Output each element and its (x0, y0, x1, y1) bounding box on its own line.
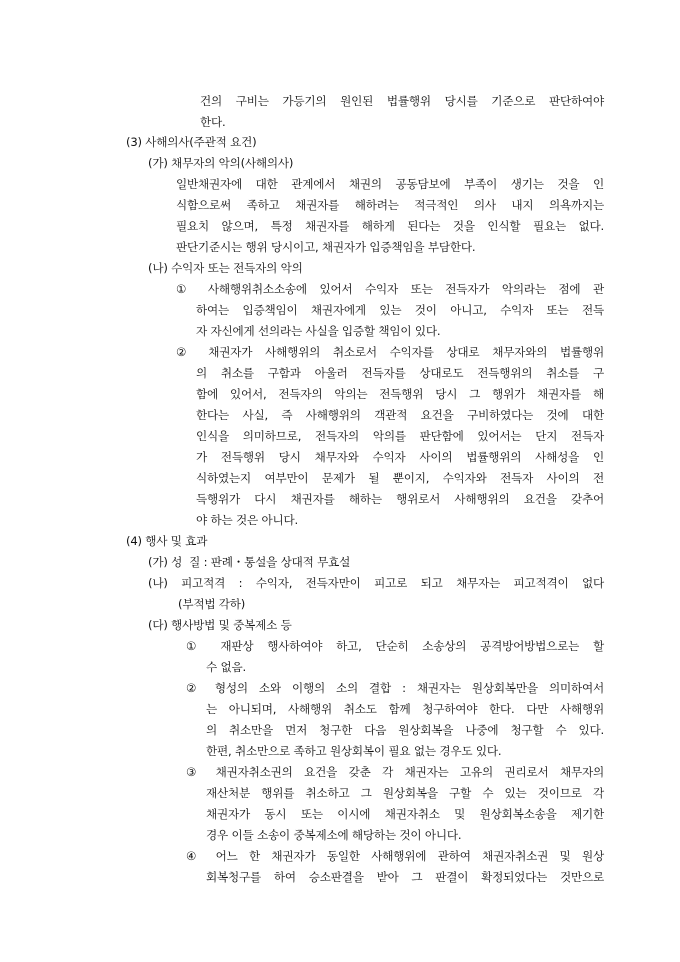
text-line: ② 형성의 소와 이행의 소의 결합 : 채권자는 원상회복만을 의미하여서 (186, 681, 604, 695)
text-line: ① 재판상 행사하여야 하고, 단순히 소송상의 공격방어방법으로는 할 (186, 639, 604, 653)
text-line: 한편, 취소만으로 족하고 원상회복이 필요 없는 경우도 있다. (206, 744, 502, 758)
text-line: 함에 있어서, 전득자의 악의는 전득행위 당시 그 행위가 채권자를 해 (196, 387, 604, 401)
text-line: ③ 채권자취소권의 요건을 갖춘 각 채권자는 고유의 권리로서 채무자의 (186, 765, 604, 779)
text-line: (부적법 각하) (178, 597, 246, 611)
text-line: 는 아니되며, 사해행위 취소도 함께 청구하여야 한다. 다만 사해행위 (206, 702, 604, 716)
text-line: 건의 구비는 가등기의 원인된 법률행위 당시를 기준으로 판단하여야 (200, 94, 604, 108)
text-line: 식하였는지 여부만이 문제가 될 뿐이지, 수익자와 전득자 사이의 전 (196, 471, 604, 485)
section-heading: (3) 사해의사(주관적 요건) (126, 135, 257, 149)
text-line: 야 하는 것은 아니다. (196, 513, 298, 527)
subsection-heading: (나) 수익자 또는 전득자의 악의 (148, 261, 303, 275)
section-heading: (4) 행사 및 효과 (126, 534, 208, 548)
text-line: 한다. (200, 115, 226, 129)
subsection-heading: (다) 행사방법 및 중복제소 등 (148, 618, 292, 632)
text-line: ② 채권자가 사해행위의 취소로서 수익자를 상대로 채무자와의 법률행위 (176, 345, 604, 359)
text-line: 필요치 않으며, 특정 채권자를 해하게 된다는 것을 인식할 필요는 없다. (176, 219, 604, 233)
text-line: 인식을 의미하므로, 전득자의 악의를 판단함에 있어서는 단지 전득자 (196, 429, 604, 443)
text-line: 자 자신에게 선의라는 사실을 입증할 책임이 있다. (196, 324, 441, 338)
text-line: 의 취소만을 먼저 청구한 다음 원상회복을 나중에 청구할 수 있다. (206, 723, 604, 737)
subsection-heading: (가) 성 질 : 판례・통설을 상대적 무효설 (148, 555, 351, 569)
text-line: 회복청구를 하여 승소판결을 받아 그 판결이 확정되었다는 것만으로 (206, 870, 604, 884)
text-line: 식함으로써 족하고 채권자를 해하려는 적극적인 의사 내지 의욕까지는 (176, 198, 604, 212)
text-line: 한다는 사실, 즉 사해행위의 객관적 요건을 구비하였다는 것에 대한 (196, 408, 604, 422)
subsection-heading: (가) 채무자의 악의(사해의사) (148, 156, 294, 170)
text-line: 수 없음. (206, 660, 246, 674)
text-line: 가 전득행위 당시 채무자와 수익자 사이의 법률행위의 사해성을 인 (196, 450, 604, 464)
text-line: 하여는 입증책임이 채권자에게 있는 것이 아니고, 수익자 또는 전득 (196, 303, 604, 317)
text-line: ④ 어느 한 채권자가 동일한 사해행위에 관하여 채권자취소권 및 원상 (186, 849, 604, 863)
text-line: ① 사해행위취소소송에 있어서 수익자 또는 전득자가 악의라는 점에 관 (176, 282, 604, 296)
text-line: 득행위가 다시 채권자를 해하는 행위로서 사해행위의 요건을 갖추어 (196, 492, 604, 506)
subsection-heading: (나) 피고적격 : 수익자, 전득자만이 피고로 되고 채무자는 피고적격이 없다 (148, 576, 604, 590)
text-line: 재산처분 행위를 취소하고 그 원상회복을 구할 수 있는 것이므로 각 (206, 786, 604, 800)
text-line: 경우 이들 소송이 중복제소에 해당하는 것이 아니다. (206, 828, 462, 842)
text-line: 판단기준시는 행위 당시이고, 채권자가 입증책임을 부담한다. (176, 240, 476, 254)
text-line: 채권자가 동시 또는 이시에 채권자취소 및 원상회복소송을 제기한 (206, 807, 604, 821)
text-line: 일반채권자에 대한 관계에서 채권의 공동담보에 부족이 생기는 것을 인 (176, 177, 604, 191)
text-line: 의 취소를 구함과 아울러 전득자를 상대로도 전득행위의 취소를 구 (196, 366, 604, 380)
